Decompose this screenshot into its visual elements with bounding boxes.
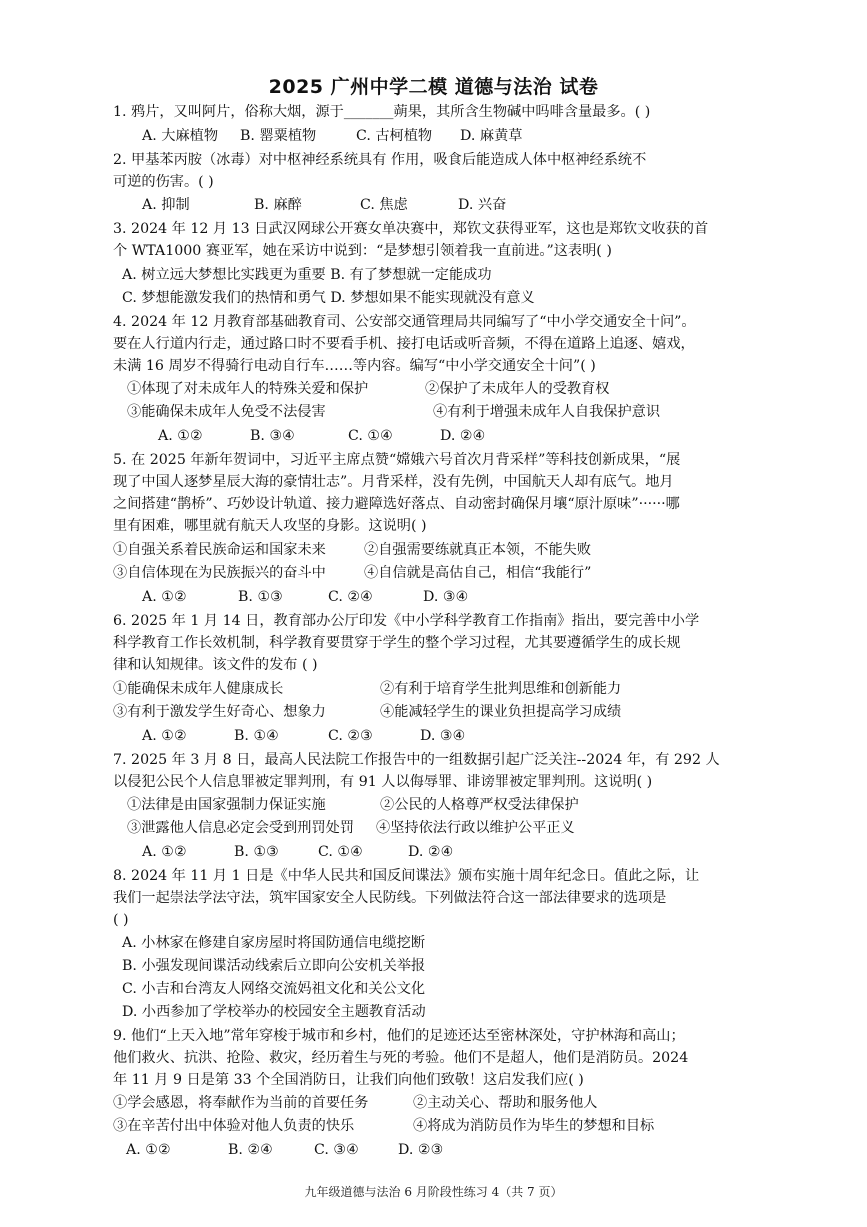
q1-stem: 1. 鸦片，又叫阿片，俗称大烟，源于_______蒴果，其所含生物碱中吗啡含量最多。( )	[113, 104, 651, 120]
q7-line-2: 以侵犯公民个人信息罪被定罪判刑，有 91 人以侮辱罪、诽谤罪被定罪判刑。这说明( )	[113, 774, 653, 790]
q7-statement-4: ④坚持依法行政以维护公平正义	[376, 820, 575, 836]
q9-line-3: 年 11 月 9 日是第 33 个全国消防日，让我们向他们致敬！这启发我们应( )	[113, 1072, 584, 1088]
q5-line-3: 之间搭建“鹊桥”、巧妙设计轨道、接力避障选好落点、自动密封确保月壤“原汁原味”······哪	[113, 496, 680, 512]
q1-option-b: B. 罂粟植物	[240, 128, 317, 144]
q7-statement-3: ③泄露他人信息必定会受到刑罚处罚	[127, 820, 355, 836]
q5-statement-3: ③自信体现在为民族振兴的奋斗中	[113, 565, 326, 581]
q5-option-a: A. ①②	[142, 589, 187, 605]
q3-options-row-1: A. 树立远大梦想比实践更为重要 B. 有了梦想就一定能成功	[122, 267, 492, 283]
q3-options-row-2: C. 梦想能激发我们的热情和勇气 D. 梦想如果不能实现就没有意义	[122, 290, 535, 306]
q8-option-c: C. 小吉和台湾友人网络交流妈祖文化和关公文化	[122, 981, 426, 997]
q1-option-c: C. 古柯植物	[356, 128, 433, 144]
q4-line-3: 未满 16 周岁不得骑行电动自行车……等内容。编写“中小学交通安全十问”( )	[113, 358, 596, 374]
q2-line-1: 2. 甲基苯丙胺（冰毒）对中枢神经系统具有 作用，吸食后能造成人体中枢神经系统不	[113, 152, 647, 168]
page-footer: 九年级道德与法治 6 月阶段性练习 4（共 7 页）	[304, 1185, 563, 1199]
q6-line-1: 6. 2025 年 1 月 14 日，教育部办公厅印发《中小学科学教育工作指南》指出，要完善中小学	[113, 613, 700, 629]
q3-line-2: 个 WTA1000 赛亚军，她在采访中说到：“是梦想引领着我一直前进。”这表明( )	[113, 243, 612, 259]
q9-line-2: 他们救火、抗洪、抢险、救灾，经历着生与死的考验。他们不是超人，他们是消防员。2024	[113, 1050, 689, 1066]
q9-option-b: B. ②④	[228, 1142, 273, 1158]
q1-option-d: D. 麻黄草	[460, 128, 523, 144]
q7-line-1: 7. 2025 年 3 月 8 日，最高人民法院工作报告中的一组数据引起广泛关注--2024 年，有 292 人	[113, 752, 720, 768]
q6-statement-4: ④能减轻学生的课业负担提高学习成绩	[380, 704, 622, 720]
q7-statement-2: ②公民的人格尊严权受法律保护	[380, 797, 579, 813]
q5-option-b: B. ①③	[238, 589, 283, 605]
q8-option-b: B. 小强发现间谍活动线索后立即向公安机关举报	[122, 958, 426, 974]
q5-option-c: C. ②④	[328, 589, 373, 605]
q5-line-2: 现了中国人逐梦星辰大海的豪情壮志”。月背采样，没有先例，中国航天人却有底气。地月	[113, 474, 674, 490]
q9-statement-1: ①学会感恩，将奉献作为当前的首要任务	[113, 1095, 369, 1111]
q4-statement-2: ②保护了未成年人的受教育权	[425, 381, 610, 397]
q9-statement-3: ③在辛苦付出中体验对他人负责的快乐	[113, 1118, 355, 1134]
q9-line-1: 9. 他们“上天入地”常年穿梭于城市和乡村，他们的足迹还达至密林深处，守护林海和高山；	[113, 1028, 685, 1044]
page-title: 2025 广州中学二模 道德与法治 试卷	[268, 76, 599, 98]
q1-option-a: A. 大麻植物	[142, 128, 219, 144]
q5-option-d: D. ③④	[423, 589, 469, 605]
q4-option-d: D. ②④	[440, 428, 486, 444]
q3-line-1: 3. 2024 年 12 月 13 日武汉网球公开赛女单决赛中，郑钦文获得亚军，这也是郑钦文收获的首	[113, 221, 709, 237]
q6-statement-3: ③有利于激发学生好奇心、想象力	[113, 704, 326, 720]
q9-option-a: A. ①②	[126, 1142, 171, 1158]
q2-option-a: A. 抑制	[142, 197, 190, 213]
q4-option-b: B. ③④	[250, 428, 295, 444]
q4-line-2: 要在人行道内行走，通过路口时不要看手机、接打电话或听音频，不得在道路上追逐、嬉戏，	[113, 336, 695, 352]
q6-option-b: B. ①④	[234, 728, 279, 744]
q9-statement-2: ②主动关心、帮助和服务他人	[413, 1095, 598, 1111]
q2-option-d: D. 兴奋	[458, 197, 507, 213]
q2-option-c: C. 焦虑	[360, 197, 408, 213]
q7-option-b: B. ①③	[234, 844, 279, 860]
q8-line-3: ( )	[113, 912, 129, 928]
q5-line-1: 5. 在 2025 年新年贺词中，习近平主席点赞“嫦娥六号首次月背采样”等科技创新成果，“展	[113, 452, 681, 468]
q7-option-c: C. ①④	[318, 844, 363, 860]
q6-option-c: C. ②③	[328, 728, 373, 744]
q8-line-2: 我们一起崇法学法守法，筑牢国家安全人民防线。下列做法符合这一部法律要求的选项是	[113, 890, 667, 906]
q4-statement-3: ③能确保未成年人免受不法侵害	[127, 404, 326, 420]
q8-option-d: D. 小西参加了学校举办的校园安全主题教育活动	[122, 1004, 426, 1020]
q6-line-2: 科学教育工作长效机制，科学教育要贯穿于学生的整个学习过程，尤其要遵循学生的成长规	[113, 635, 681, 651]
q7-option-a: A. ①②	[142, 844, 187, 860]
q6-option-a: A. ①②	[142, 728, 187, 744]
q9-statement-4: ④将成为消防员作为毕生的梦想和目标	[413, 1118, 655, 1134]
q4-option-c: C. ①④	[348, 428, 393, 444]
q6-statement-1: ①能确保未成年人健康成长	[113, 681, 284, 697]
q9-option-d: D. ②③	[398, 1142, 444, 1158]
q4-line-1: 4. 2024 年 12 月教育部基础教育司、公安部交通管理局共同编写了“中小学交通安全十问”。	[113, 314, 696, 330]
q4-statement-1: ①体现了对未成年人的特殊关爱和保护	[127, 381, 369, 397]
q8-line-1: 8. 2024 年 11 月 1 日是《中华人民共和国反间谍法》颁布实施十周年纪念日。值此之际，让	[113, 868, 700, 884]
q6-statement-2: ②有利于培育学生批判思维和创新能力	[380, 681, 622, 697]
q6-line-3: 律和认知规律。该文件的发布 ( )	[113, 657, 318, 673]
q7-option-d: D. ②④	[408, 844, 454, 860]
q4-option-a: A. ①②	[158, 428, 203, 444]
q9-option-c: C. ③④	[314, 1142, 359, 1158]
q8-option-a: A. 小林家在修建自家房屋时将国防通信电缆挖断	[122, 935, 426, 951]
q2-option-b: B. 麻醉	[254, 197, 302, 213]
q7-statement-1: ①法律是由国家强制力保证实施	[127, 797, 326, 813]
q5-statement-1: ①自强关系着民族命运和国家未来	[113, 542, 326, 558]
q5-line-4: 里有困难，哪里就有航天人攻坚的身影。这说明( )	[113, 518, 427, 534]
q4-statement-4: ④有利于增强未成年人自我保护意识	[433, 404, 661, 420]
q6-option-d: D. ③④	[420, 728, 466, 744]
q5-statement-4: ④自信就是高估自己，相信“我能行”	[364, 565, 592, 581]
q2-line-2: 可逆的伤害。( )	[113, 174, 214, 190]
q5-statement-2: ②自强需要练就真正本领，不能失败	[364, 542, 592, 558]
